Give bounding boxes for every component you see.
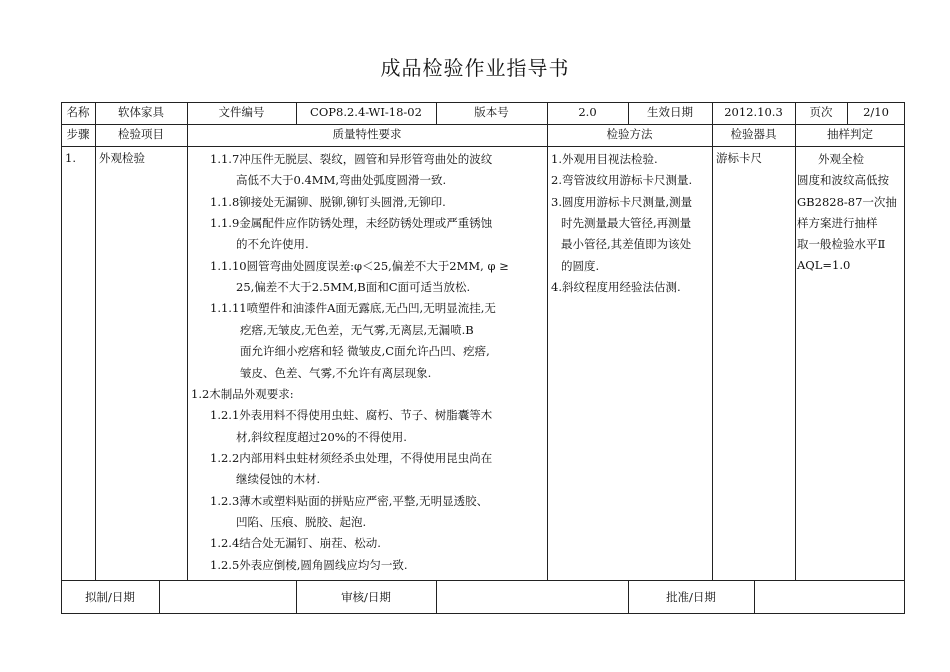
requirement-line: 25,偏差不大于2.5MM,B面和C面可适当放松. bbox=[236, 280, 471, 295]
requirement-line: 凹陷、压痕、脱胶、起泡. bbox=[236, 514, 367, 529]
method-line: 3.圆度用游标卡尺测量,测量 bbox=[551, 194, 693, 209]
doc-no-value: COP8.2.4-WI-18-02 bbox=[310, 105, 422, 119]
approved-label: 批准/日期 bbox=[666, 590, 716, 604]
effective-date-value: 2012.10.3 bbox=[724, 105, 783, 119]
requirement-line: 1.2.3薄木或塑料贴面的拼贴应严密,平整,无明显透胶、 bbox=[210, 493, 489, 508]
requirement-line: 1.2.5外表应倒棱,圆角圆线应均匀一致. bbox=[210, 557, 408, 572]
method-line: 的圆度. bbox=[561, 258, 600, 273]
requirement-line: 1.1.11喷塑件和油漆件A面无露底,无凸凹,无明显流挂,无 bbox=[210, 301, 496, 316]
requirement-line: 1.1.8铆接处无漏铆、脱铆,铆钉头圆滑,无铆印. bbox=[210, 194, 446, 209]
inspection-item: 外观检验 bbox=[99, 151, 145, 165]
sampling-line: 圆度和波纹高低按 bbox=[797, 173, 889, 188]
requirement-line: 继续侵蚀的木材. bbox=[236, 472, 321, 487]
col-tool: 检验器具 bbox=[730, 127, 777, 141]
sampling-line: AQL=1.0 bbox=[797, 257, 851, 272]
col-requirements: 质量特性要求 bbox=[332, 127, 402, 141]
method-line: 1.外观用目视法检验. bbox=[551, 152, 658, 166]
step-number: 1. bbox=[65, 151, 76, 165]
inspection-tool: 游标卡尺 bbox=[716, 151, 762, 165]
requirement-line: 1.2木制品外观要求: bbox=[191, 386, 294, 401]
requirement-line: 皱皮、色差、气雾,不允许有离层现象. bbox=[240, 365, 432, 380]
drafted-label: 拟制/日期 bbox=[85, 590, 135, 604]
col-step: 步骤 bbox=[66, 127, 90, 141]
method-line: 最小管径,其差值即为该处 bbox=[561, 237, 692, 252]
effective-date-label: 生效日期 bbox=[647, 105, 693, 119]
col-sampling: 抽样判定 bbox=[827, 127, 873, 141]
requirement-line: 1.1.10圆管弯曲处圆度误差:φ＜25,偏差不大于2MM, φ ≥ bbox=[210, 258, 509, 273]
version-value: 2.0 bbox=[578, 105, 597, 119]
requirement-line: 1.1.9金属配件应作防锈处理，未经防锈处理或严重锈蚀 bbox=[210, 216, 493, 231]
sampling-line: 外观全检 bbox=[818, 152, 864, 166]
requirement-line: 面允许细小疙瘩和轻 微皱皮,C面允许凸凹、疙瘩, bbox=[240, 344, 490, 359]
reviewed-label: 审核/日期 bbox=[341, 590, 391, 604]
requirement-line: 1.1.7冲压件无脱层、裂纹，圆管和异形管弯曲处的波纹 bbox=[210, 152, 493, 166]
requirement-line: 疙瘩,无皱皮,无色差，无气雾,无离层,无漏喷.B bbox=[240, 322, 474, 337]
doc-no-label: 文件编号 bbox=[218, 105, 265, 119]
page-title: 成品检验作业指导书 bbox=[380, 56, 570, 80]
requirement-line: 1.2.2内部用料虫蛀材须经杀虫处理，不得使用昆虫尚在 bbox=[210, 450, 493, 465]
requirement-line: 的不允许使用. bbox=[236, 237, 309, 252]
sampling-line: GB2828-87一次抽 bbox=[797, 194, 897, 209]
col-item: 检验项目 bbox=[118, 127, 164, 141]
version-label: 版本号 bbox=[474, 105, 509, 119]
page-label: 页次 bbox=[809, 105, 833, 119]
name-value: 软体家具 bbox=[118, 105, 164, 119]
requirement-line: 高低不大于0.4MM,弯曲处弧度圆滑一致. bbox=[236, 173, 447, 188]
sampling-line: 样方案进行抽样 bbox=[797, 216, 878, 231]
sampling-line: 取一般检验水平Ⅱ bbox=[797, 237, 886, 252]
method-line: 2.弯管波纹用游标卡尺测量. bbox=[551, 173, 693, 188]
requirement-line: 材,斜纹程度超过20%的不得使用. bbox=[236, 429, 407, 444]
requirement-line: 1.2.1外表用料不得使用虫蛀、腐朽、节子、树脂囊等木 bbox=[210, 408, 493, 423]
requirement-line: 1.2.4结合处无漏钉、崩茬、松动. bbox=[210, 536, 381, 551]
name-label: 名称 bbox=[66, 105, 90, 119]
method-line: 时先测量最大管径,再测量 bbox=[561, 216, 692, 231]
page-value: 2/10 bbox=[863, 105, 889, 119]
col-method: 检验方法 bbox=[606, 127, 653, 141]
method-line: 4.斜纹程度用经验法估测. bbox=[551, 280, 681, 295]
